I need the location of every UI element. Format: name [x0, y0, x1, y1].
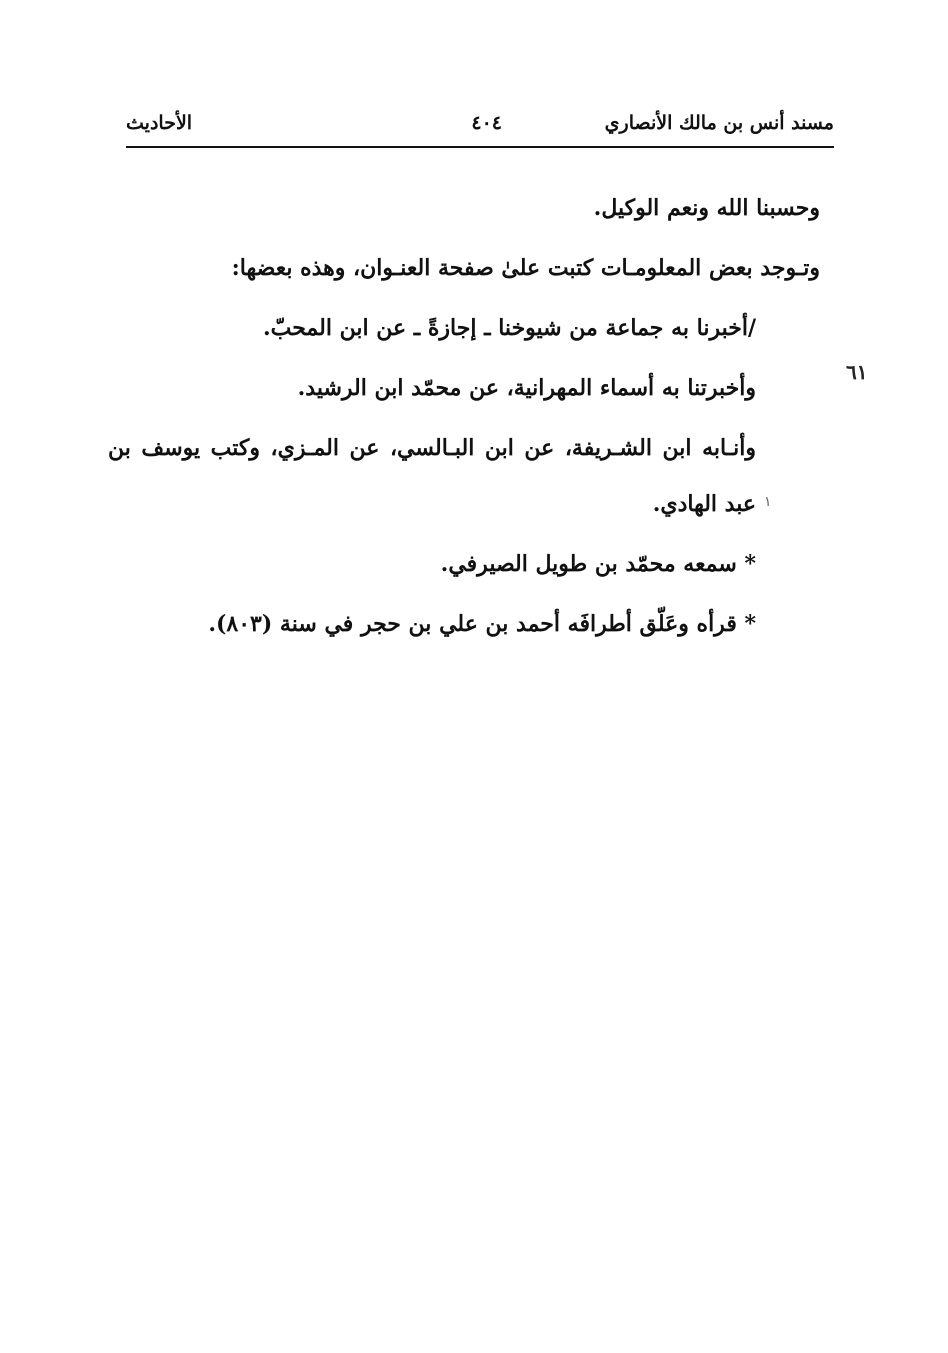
paragraph-ibn-hajar: * قرأه وعَلّق أطرافَه أحمد بن علي بن حجر في سنة (٨٠٣). — [208, 611, 756, 637]
page-body — [108, 180, 820, 656]
book-title: مسند أنس بن مالك الأنصاري — [604, 112, 834, 134]
section-title: الأحاديث — [126, 112, 193, 134]
margin-folio-note: ٦١ — [846, 360, 868, 384]
header-divider — [126, 146, 834, 148]
paragraph-title-page-info: وتـوجد بعض المعلومـات كتبت علىٰ صفحة العنـوان، وهذه بعضها: — [231, 255, 820, 281]
paragraph-closing: وحسبنا الله ونعم الوكيل. — [593, 195, 820, 221]
running-header — [126, 112, 834, 142]
margin-line-mark: ١ — [764, 494, 772, 510]
paragraph-ijaza: /أخبرنا به جماعة من شيوخنا ـ إجازةً ـ عن ابن المحبّ. — [262, 315, 756, 341]
paragraph-sharifa: وأنـابه ابن الشـريفة، عن ابن البـالسي، عن المـزي، وكتب يوسف بن عبد الهادي. — [108, 435, 756, 517]
page-number: ٤٠٤ — [471, 112, 502, 134]
paragraph-sama: * سمعه محمّد بن طويل الصيرفي. — [440, 551, 756, 577]
paragraph-mahraniya: وأخبرتنا به أسماء المهرانية، عن محمّد ابن الرشيد. — [297, 375, 756, 401]
